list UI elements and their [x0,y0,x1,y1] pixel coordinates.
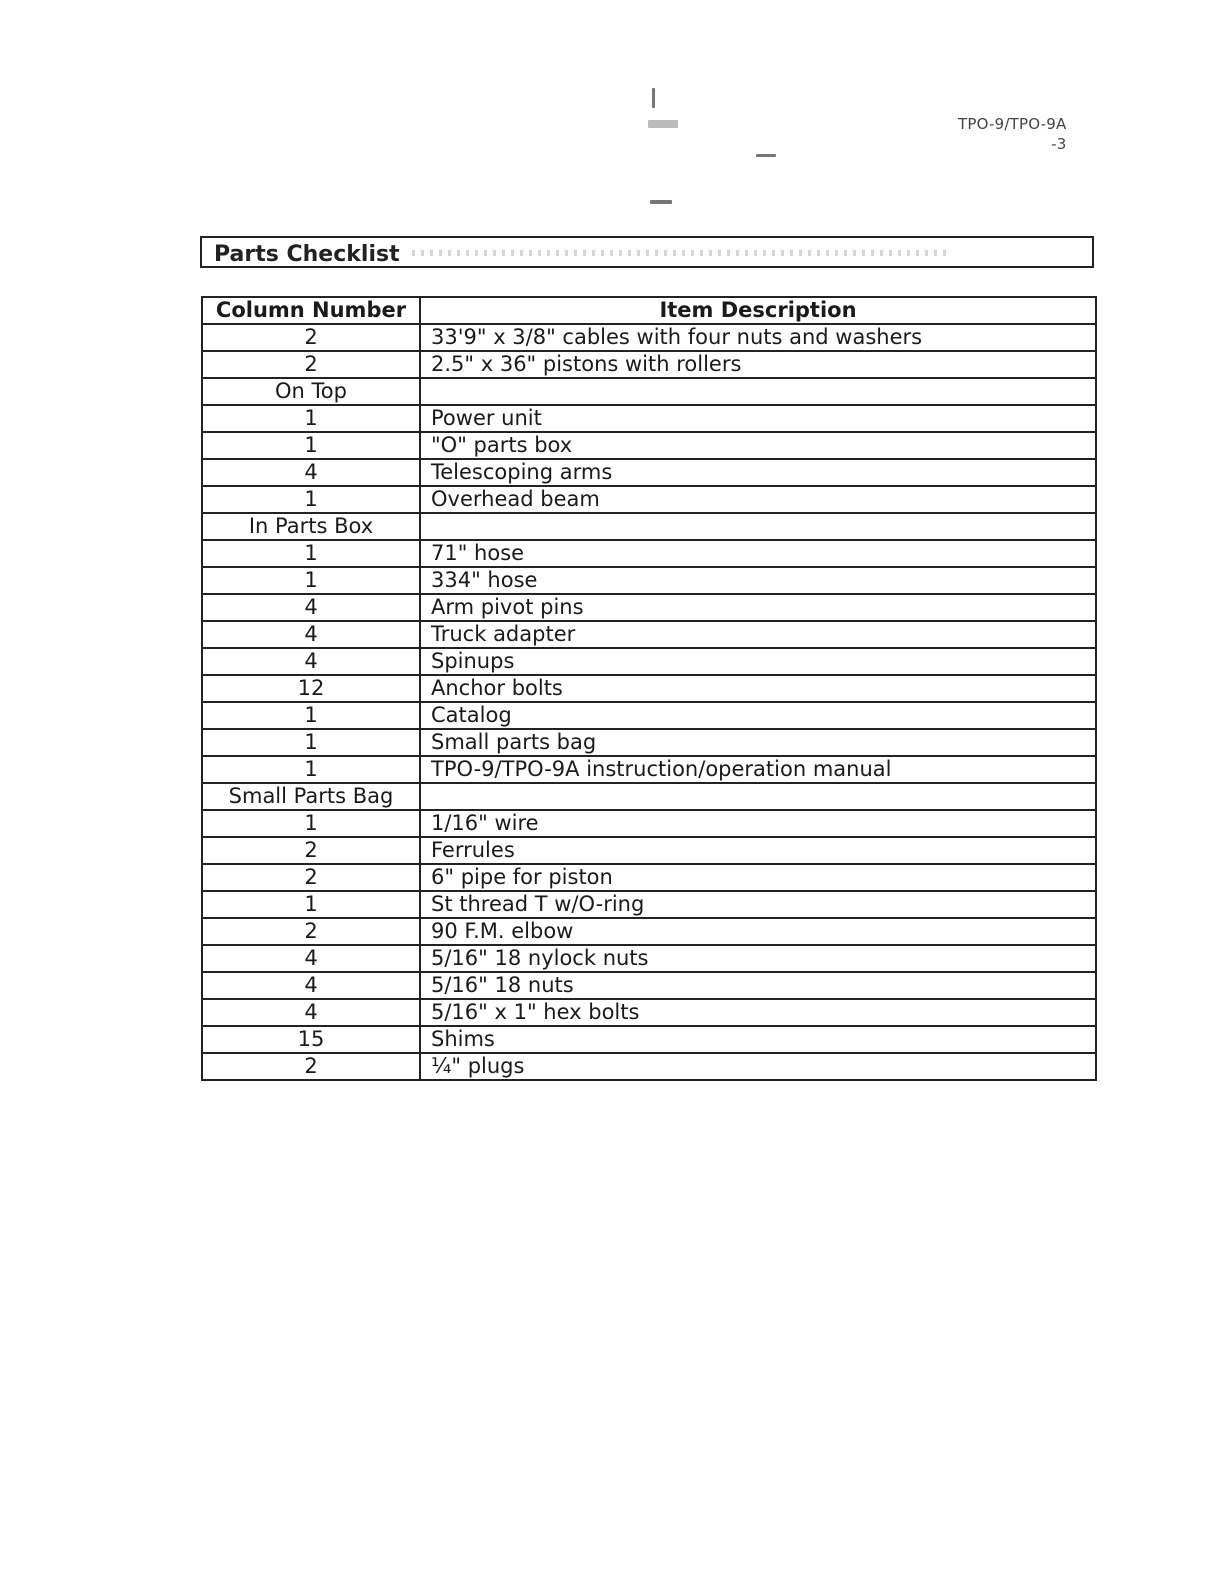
table-row [202,594,1096,621]
description-cell: Ferrules [420,837,1096,864]
item-description-header: Item Description [420,297,1096,324]
description-cell: Truck adapter [420,621,1096,648]
parts-table [201,296,1097,1081]
description-cell: Overhead beam [420,486,1096,513]
table-row [202,486,1096,513]
table-row [202,864,1096,891]
quantity-cell: 1 [202,729,420,756]
scan-speck [756,154,776,157]
quantity-cell: 1 [202,702,420,729]
description-cell: Anchor bolts [420,675,1096,702]
page-header [958,114,1067,154]
section-label: In Parts Box [202,513,420,540]
description-cell: 2.5" x 36" pistons with rollers [420,351,1096,378]
quantity-cell: 4 [202,999,420,1026]
quantity-cell: 1 [202,486,420,513]
page-title: Parts Checklist [214,242,400,267]
table-row [202,459,1096,486]
scan-speck [652,88,655,108]
table-row [202,837,1096,864]
description-cell: Small parts bag [420,729,1096,756]
table-row [202,945,1096,972]
table-row [202,675,1096,702]
quantity-cell: 2 [202,324,420,351]
quantity-cell: 4 [202,648,420,675]
description-cell [420,513,1096,540]
quantity-cell: 1 [202,891,420,918]
table-row [202,324,1096,351]
table-row [202,351,1096,378]
description-cell: 1/16" wire [420,810,1096,837]
quantity-cell: 12 [202,675,420,702]
scan-noise [412,250,952,256]
description-cell: TPO-9/TPO-9A instruction/operation manual [420,756,1096,783]
description-cell: St thread T w/O-ring [420,891,1096,918]
table-row [202,1053,1096,1080]
description-cell: Shims [420,1026,1096,1053]
quantity-cell: 2 [202,1053,420,1080]
description-cell: 90 F.M. elbow [420,918,1096,945]
table-row [202,567,1096,594]
quantity-cell: 4 [202,972,420,999]
description-cell: 5/16" 18 nylock nuts [420,945,1096,972]
description-cell: 71" hose [420,540,1096,567]
table-section-row [202,513,1096,540]
quantity-cell: 1 [202,810,420,837]
table-row [202,729,1096,756]
quantity-cell: 1 [202,567,420,594]
table-section-row [202,783,1096,810]
quantity-cell: 2 [202,864,420,891]
section-label: On Top [202,378,420,405]
quantity-cell: 4 [202,459,420,486]
table-section-row [202,378,1096,405]
parts-checklist-title-box [200,236,1094,268]
page-number: -3 [1051,135,1067,153]
description-cell: Catalog [420,702,1096,729]
table-row [202,621,1096,648]
description-cell: Arm pivot pins [420,594,1096,621]
description-cell: ¼" plugs [420,1053,1096,1080]
quantity-cell: 4 [202,945,420,972]
quantity-cell: 1 [202,405,420,432]
description-cell: "O" parts box [420,432,1096,459]
quantity-cell: 15 [202,1026,420,1053]
table-row [202,891,1096,918]
description-cell: 5/16" 18 nuts [420,972,1096,999]
description-cell: 6" pipe for piston [420,864,1096,891]
description-cell: Spinups [420,648,1096,675]
table-row [202,540,1096,567]
table-row [202,1026,1096,1053]
parts-table-body [202,324,1096,1080]
table-row [202,756,1096,783]
quantity-cell: 4 [202,621,420,648]
table-row [202,810,1096,837]
quantity-cell: 4 [202,594,420,621]
table-row [202,648,1096,675]
table-row [202,918,1096,945]
description-cell: 5/16" x 1" hex bolts [420,999,1096,1026]
scan-speck [650,200,672,204]
description-cell [420,378,1096,405]
description-cell: 334" hose [420,567,1096,594]
section-label: Small Parts Bag [202,783,420,810]
description-cell: 33'9" x 3/8" cables with four nuts and washers [420,324,1096,351]
description-cell: Telescoping arms [420,459,1096,486]
table-row [202,432,1096,459]
scan-speck [648,120,678,128]
document-code: TPO-9/TPO-9A [958,115,1067,133]
table-row [202,702,1096,729]
description-cell: Power unit [420,405,1096,432]
quantity-cell: 1 [202,756,420,783]
description-cell [420,783,1096,810]
table-row [202,405,1096,432]
quantity-cell: 1 [202,540,420,567]
quantity-cell: 2 [202,837,420,864]
table-row [202,999,1096,1026]
table-header-row [202,297,1096,324]
quantity-cell: 2 [202,918,420,945]
quantity-cell: 2 [202,351,420,378]
quantity-cell: 1 [202,432,420,459]
table-row [202,972,1096,999]
column-number-header: Column Number [202,297,420,324]
